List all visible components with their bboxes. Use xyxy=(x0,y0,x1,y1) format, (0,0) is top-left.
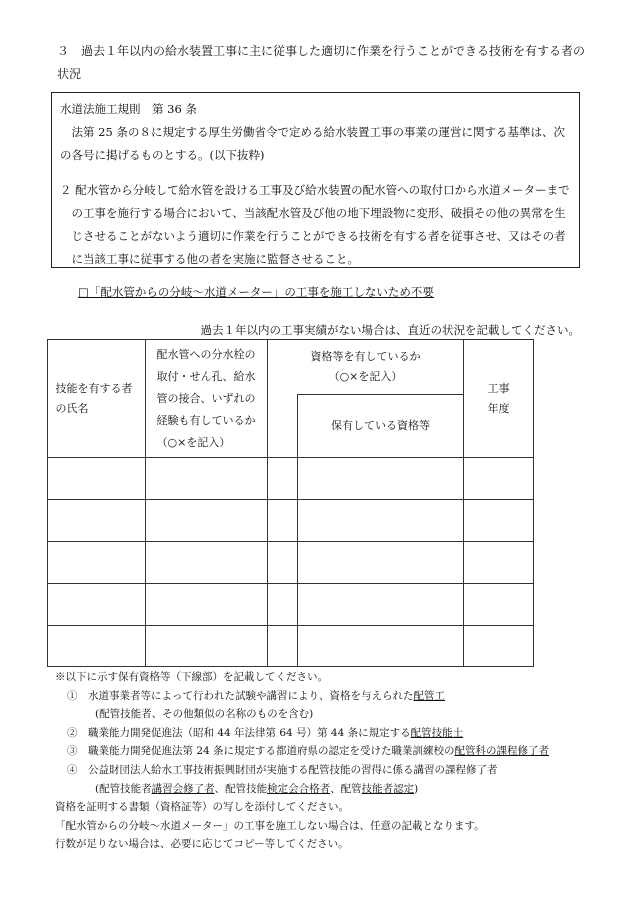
qualification-item-3: ③ 職業能力開発促進法第 24 条に規定する都道府県の認定を受けた職業訓練校の配管科の課程修了者 xyxy=(67,745,550,758)
optional-note: 「配水管からの分岐～水道メーター」の工事を施工しない場合は、任意の記載となります。 xyxy=(55,819,485,832)
qualification-item-1-note: (配管技能者、その他類似の名称のものを含む) xyxy=(95,708,314,721)
attachment-note: 資格を証明する書類（資格証等）の写しを添付してください。 xyxy=(55,801,349,814)
fiscal-year-cell[interactable] xyxy=(464,584,534,626)
qualification-item-4: ④ 公益財団法人給水工事技術振興財団が実施する配管技能の習得に係る講習の課程修了者 xyxy=(67,763,498,776)
regulation-intro: 法第 25 条の８に規定する厚生労働省令で定める給水装置工事の事業の運営に関する基準は、次の各号に掲げるものとする。(以下抜粋) xyxy=(60,125,565,162)
qualification-item-1: ① 水道事業者等によって行われた試験や講習により、資格を与えられた配管工 xyxy=(67,689,445,702)
table-row xyxy=(48,626,534,667)
header-qualification: 資格等を有しているか（○×を記入） xyxy=(268,340,464,395)
name-cell[interactable] xyxy=(48,500,146,542)
name-cell[interactable] xyxy=(48,458,146,500)
qualification-cell[interactable] xyxy=(298,542,464,584)
table-row xyxy=(48,584,534,626)
qualification-mark-cell[interactable] xyxy=(268,500,298,542)
qualification-mark-cell[interactable] xyxy=(268,584,298,626)
name-cell[interactable] xyxy=(48,584,146,626)
header-experience: 配水管への分水栓の取付・せん孔、給水管の接合、いずれの経験も有しているか（○×を記入） xyxy=(146,340,268,458)
regulation-box xyxy=(51,92,580,268)
instruction-note: 過去１年以内の工事実績がない場合は、直近の状況を記載してください。 xyxy=(200,323,580,337)
qualification-cell[interactable] xyxy=(298,500,464,542)
regulation-item-2: ２ 配水管から分岐して給水管を設ける工事及び給水装置の配水管への取付口から水道メーターまでの工事を施行する場合において、当該配水管及び他の地下埋設物に変形、破損その他の異常を生じさせることがないよう適切に作業を行うことができる技術を有する者を従事させ、又はその者に当該工事に従事する他の者を実施に監督させること。 xyxy=(60,183,570,266)
header-technician-name: 技能を有する者の氏名 xyxy=(48,340,146,458)
name-cell[interactable] xyxy=(48,542,146,584)
technician-table xyxy=(47,339,534,667)
regulation-title: 水道法施工規則 第 36 条 xyxy=(60,102,197,116)
experience-cell[interactable] xyxy=(146,500,268,542)
qualification-mark-cell[interactable] xyxy=(268,458,298,500)
experience-cell[interactable] xyxy=(146,584,268,626)
experience-cell[interactable] xyxy=(146,458,268,500)
header-qualification-held: 保有している資格等 xyxy=(298,395,464,458)
fiscal-year-cell[interactable] xyxy=(464,458,534,500)
copy-note: 行数が足りない場合は、必要に応じてコピー等してください。 xyxy=(55,838,349,851)
qualification-item-2: ② 職業能力開発促進法（昭和 44 年法律第 64 号）第 44 条に規定する配管技能士 xyxy=(67,726,464,739)
fiscal-year-cell[interactable] xyxy=(464,626,534,667)
footer-lead: ※以下に示す保有資格等（下線部）を記載してください。 xyxy=(55,671,328,683)
footer-notes xyxy=(55,668,615,854)
name-cell[interactable] xyxy=(48,626,146,667)
not-applicable-checkbox[interactable]: □「配水管からの分岐～水道メーター」の工事を施工しないため不要 xyxy=(78,285,434,299)
header-fiscal-year: 工事年度 xyxy=(464,340,534,458)
table-row xyxy=(48,542,534,584)
section-heading: ３ 過去１年以内の給水装置工事に主に従事した適切に作業を行うことができる技術を有する者の状況 xyxy=(57,44,586,81)
qualification-cell[interactable] xyxy=(298,458,464,500)
table-row xyxy=(48,458,534,500)
qualification-mark-cell[interactable] xyxy=(268,626,298,667)
experience-cell[interactable] xyxy=(146,626,268,667)
fiscal-year-cell[interactable] xyxy=(464,500,534,542)
fiscal-year-cell[interactable] xyxy=(464,542,534,584)
header-qualification-mark xyxy=(268,395,298,458)
table-row xyxy=(48,500,534,542)
experience-cell[interactable] xyxy=(146,542,268,584)
qualification-cell[interactable] xyxy=(298,584,464,626)
qualification-mark-cell[interactable] xyxy=(268,542,298,584)
qualification-cell[interactable] xyxy=(298,626,464,667)
qualification-item-4-note: (配管技能者講習会修了者、配管技能検定会合格者、配管技能者認定) xyxy=(95,782,419,795)
